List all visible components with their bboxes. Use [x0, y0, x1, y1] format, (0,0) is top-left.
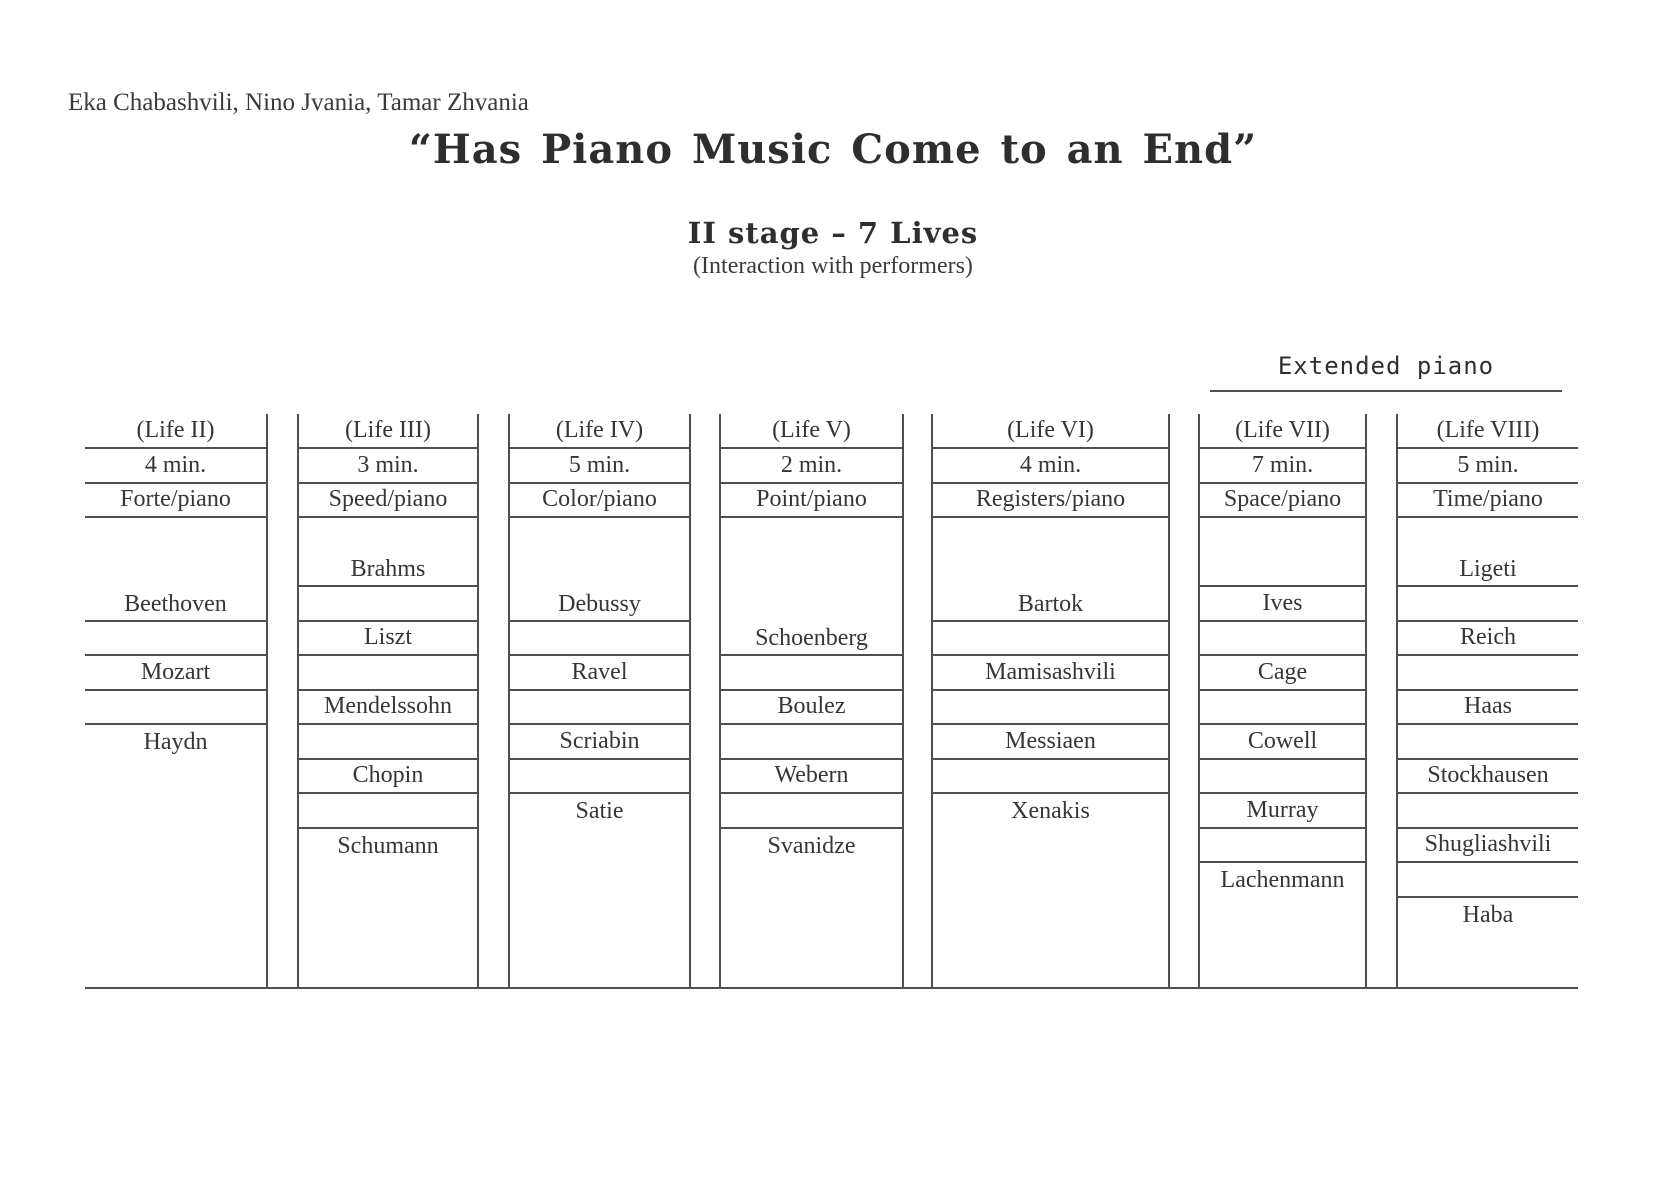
extended-piano-label: Extended piano: [1210, 352, 1562, 392]
column-duration-cell: [1200, 449, 1365, 484]
empty-cell: [1398, 725, 1578, 760]
composer-name: Schumann: [337, 832, 439, 859]
composer-name: Schoenberg: [755, 625, 868, 651]
empty-cell: [510, 760, 689, 795]
composer-cell: [510, 656, 689, 691]
composer-cell: [721, 691, 902, 726]
composer-name: Mozart: [140, 658, 211, 685]
composer-cell: [1200, 725, 1365, 760]
composer-cell: [1398, 691, 1578, 726]
composer-cell: [1200, 587, 1365, 622]
composer-cell: [1200, 863, 1365, 989]
column-header-label-cell: [85, 414, 266, 449]
page-title: “Has Piano Music Come to an End”: [408, 126, 1258, 173]
life-column: [719, 414, 904, 989]
composer-name: Beethoven: [124, 590, 227, 617]
empty-cell: [85, 622, 266, 657]
column-duration-cell: [721, 449, 902, 484]
composer-name: Brahms: [350, 556, 426, 582]
column-duration: 5 min.: [568, 451, 631, 478]
composer-cell: [1398, 760, 1578, 795]
composer-name: Haydn: [143, 729, 208, 755]
composer-name: Debussy: [558, 590, 641, 617]
empty-cell: [299, 794, 477, 829]
column-duration: 5 min.: [1457, 451, 1519, 478]
composer-cell: [933, 656, 1168, 691]
composer-cell: [299, 622, 477, 657]
composer-name: Satie: [575, 798, 624, 824]
empty-cell: [299, 656, 477, 691]
column-header-label-cell: [299, 414, 477, 449]
stage-subtitle: II stage – 7 Lives: [687, 216, 979, 250]
composer-name: Ives: [1262, 589, 1303, 616]
composer-name: Cage: [1257, 658, 1308, 685]
empty-cell: [721, 725, 902, 760]
empty-cell: [1398, 794, 1578, 829]
composer-cell: [299, 760, 477, 795]
empty-cell: [1200, 691, 1365, 726]
composer-name: Haas: [1464, 693, 1512, 720]
composer-name: Bartok: [1017, 590, 1084, 617]
empty-cell: [1398, 587, 1578, 622]
composer-cell: [721, 760, 902, 795]
empty-cell: [299, 725, 477, 760]
composer-name: Cowell: [1247, 727, 1318, 754]
composer-cell: [510, 518, 689, 622]
empty-cell: [510, 622, 689, 657]
composer-cell: [85, 656, 266, 691]
composer-cell: [933, 794, 1168, 989]
empty-cell: [1398, 656, 1578, 691]
column-duration-cell: [85, 449, 266, 484]
composer-cell: [933, 518, 1168, 622]
composer-name: Webern: [774, 762, 849, 789]
composer-cell: [721, 518, 902, 656]
column-theme-cell: [1398, 484, 1578, 519]
composer-name: Stockhausen: [1427, 762, 1549, 789]
column-header-label-cell: [1200, 414, 1365, 449]
composer-name: Xenakis: [1011, 798, 1090, 824]
column-duration-cell: [933, 449, 1168, 484]
empty-cell: [933, 760, 1168, 795]
composer-name: Ligeti: [1459, 556, 1517, 582]
column-header-label-cell: [721, 414, 902, 449]
composer-cell: [510, 794, 689, 989]
composer-name: Lachenmann: [1220, 867, 1345, 893]
column-theme: Speed/piano: [328, 486, 448, 513]
empty-cell: [721, 794, 902, 829]
column-theme: Registers/piano: [975, 486, 1126, 513]
column-duration: 4 min.: [1019, 451, 1082, 478]
column-duration: 3 min.: [357, 451, 419, 478]
column-theme: Space/piano: [1223, 486, 1342, 513]
authors-line: Eka Chabashvili, Nino Jvania, Tamar Zhvania: [68, 89, 529, 116]
composer-name: Svanidze: [767, 832, 856, 859]
composer-cell: [1398, 622, 1578, 657]
column-header-label-cell: [510, 414, 689, 449]
column-theme: Point/piano: [756, 486, 867, 513]
empty-cell: [933, 622, 1168, 657]
life-column: [1198, 414, 1367, 989]
column-header-label: (Life IV): [555, 417, 644, 443]
empty-cell: [1200, 518, 1365, 587]
composer-cell: [721, 829, 902, 990]
column-header-label: (Life V): [772, 417, 851, 443]
composer-cell: [85, 725, 266, 989]
composer-cell: [510, 725, 689, 760]
empty-cell: [85, 691, 266, 726]
composer-cell: [299, 829, 477, 990]
composer-name: Haba: [1462, 901, 1514, 928]
column-theme-cell: [299, 484, 477, 519]
column-header-label: (Life VIII): [1436, 417, 1540, 443]
empty-cell: [1200, 760, 1365, 795]
empty-cell: [1200, 829, 1365, 864]
composer-cell: [299, 691, 477, 726]
column-duration: 4 min.: [144, 451, 207, 478]
composer-cell: [1398, 829, 1578, 864]
composer-name: Shugliashvili: [1424, 831, 1552, 858]
column-header-label-cell: [1398, 414, 1578, 449]
column-theme-cell: [510, 484, 689, 519]
column-duration-cell: [510, 449, 689, 484]
composer-cell: [85, 518, 266, 622]
life-column: [508, 414, 691, 989]
composer-name: Reich: [1460, 624, 1516, 651]
composer-name: Mendelssohn: [324, 693, 452, 720]
composer-cell: [1200, 656, 1365, 691]
column-header-label: (Life II): [136, 417, 215, 443]
life-column: [931, 414, 1170, 989]
composer-name: Scriabin: [559, 727, 640, 754]
column-theme-cell: [1200, 484, 1365, 519]
table-bottom-line: [85, 987, 1578, 989]
column-duration: 2 min.: [780, 451, 843, 478]
composer-name: Liszt: [364, 624, 412, 651]
composer-cell: [1398, 518, 1578, 587]
column-theme-cell: [721, 484, 902, 519]
column-theme-cell: [85, 484, 266, 519]
composer-name: Chopin: [352, 762, 424, 789]
composer-name: Mamisashvili: [985, 658, 1116, 685]
composer-cell: [1398, 898, 1578, 990]
empty-cell: [1398, 863, 1578, 898]
column-header-label: (Life VII): [1235, 417, 1330, 443]
column-theme: Color/piano: [542, 486, 657, 513]
column-theme: Time/piano: [1433, 486, 1543, 513]
empty-cell: [1200, 622, 1365, 657]
empty-cell: [510, 691, 689, 726]
composer-name: Messiaen: [1005, 727, 1096, 754]
column-duration-cell: [1398, 449, 1578, 484]
column-theme-cell: [933, 484, 1168, 519]
life-column: [297, 414, 479, 989]
composer-name: Murray: [1246, 796, 1319, 823]
composer-cell: [933, 725, 1168, 760]
life-column: [1396, 414, 1578, 989]
empty-cell: [299, 587, 477, 622]
column-header-label: (Life III): [345, 417, 431, 443]
column-header-label: (Life VI): [1007, 417, 1094, 443]
composer-name: Boulez: [777, 693, 846, 720]
empty-cell: [933, 691, 1168, 726]
stage-note: (Interaction with performers): [693, 253, 973, 279]
column-duration: 7 min.: [1251, 451, 1314, 478]
composer-cell: [299, 518, 477, 587]
life-column: [85, 414, 268, 989]
composer-cell: [1200, 794, 1365, 829]
composer-name: Ravel: [571, 658, 628, 685]
column-duration-cell: [299, 449, 477, 484]
column-header-label-cell: [933, 414, 1168, 449]
empty-cell: [721, 656, 902, 691]
column-theme: Forte/piano: [120, 486, 231, 513]
